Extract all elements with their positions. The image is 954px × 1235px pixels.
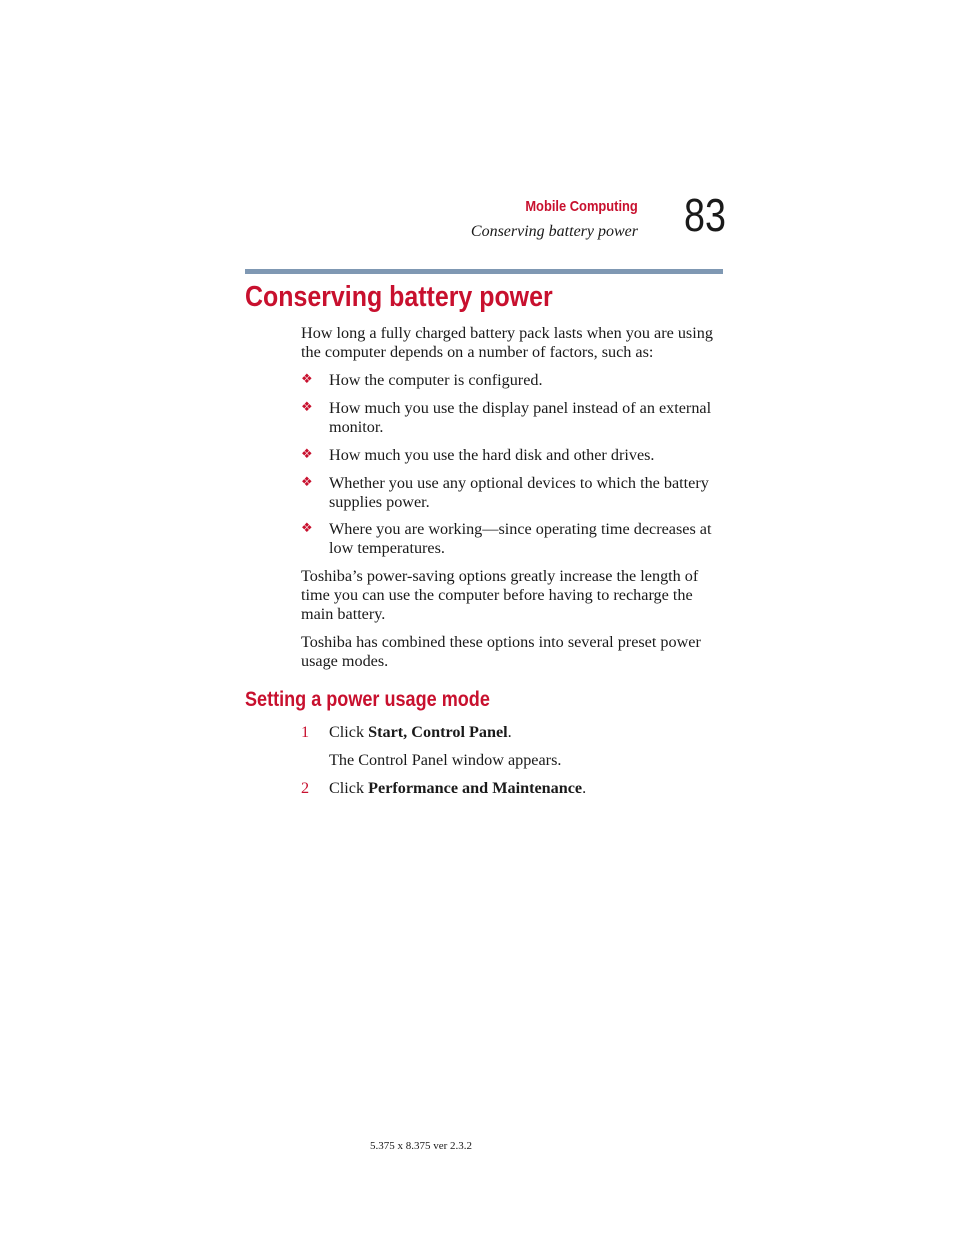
step-text: Click Start, Control Panel. — [329, 723, 512, 741]
step-text: Click Performance and Maintenance. — [329, 779, 587, 797]
list-item-text: Whether you use any optional devices to which the battery supplies power. — [329, 474, 709, 511]
ui-command: Performance and Maintenance — [368, 779, 583, 797]
diamond-bullet-icon: ❖ — [301, 475, 313, 490]
ui-command: Start, Control Panel — [368, 723, 508, 741]
intro-paragraph: How long a fully charged battery pack lasts when you are using the computer depends on a number of factors, such as: — [301, 324, 713, 361]
list-item-text: How much you use the display panel instead of an external monitor. — [329, 399, 712, 436]
step-number: 1 — [301, 723, 310, 741]
step-number: 2 — [301, 779, 310, 797]
body-paragraph: Toshiba’s power-saving options greatly increase the length of time you can use the computer before having to recharge the main battery. — [301, 567, 699, 623]
diamond-bullet-icon: ❖ — [301, 372, 313, 387]
list-item-text: How much you use the hard disk and other drives. — [329, 446, 655, 464]
diamond-bullet-icon: ❖ — [301, 521, 313, 536]
section-rule — [245, 269, 723, 274]
print-footer: 5.375 x 8.375 ver 2.3.2 — [370, 1140, 473, 1152]
step-result-text: The Control Panel window appears. — [329, 751, 562, 769]
diamond-bullet-icon: ❖ — [301, 447, 313, 462]
page-title: Conserving battery power — [245, 281, 553, 313]
page-number: 83 — [684, 189, 726, 241]
list-item-text: How the computer is configured. — [329, 371, 543, 389]
section-subheading: Setting a power usage mode — [245, 688, 490, 711]
body-paragraph: Toshiba has combined these options into several preset power usage modes. — [301, 633, 701, 670]
running-header-topic: Conserving battery power — [470, 223, 638, 240]
diamond-bullet-icon: ❖ — [301, 400, 313, 415]
list-item-text: Where you are working—since operating time decreases at low temperatures. — [329, 520, 712, 557]
running-header-section: Mobile Computing — [525, 198, 638, 215]
